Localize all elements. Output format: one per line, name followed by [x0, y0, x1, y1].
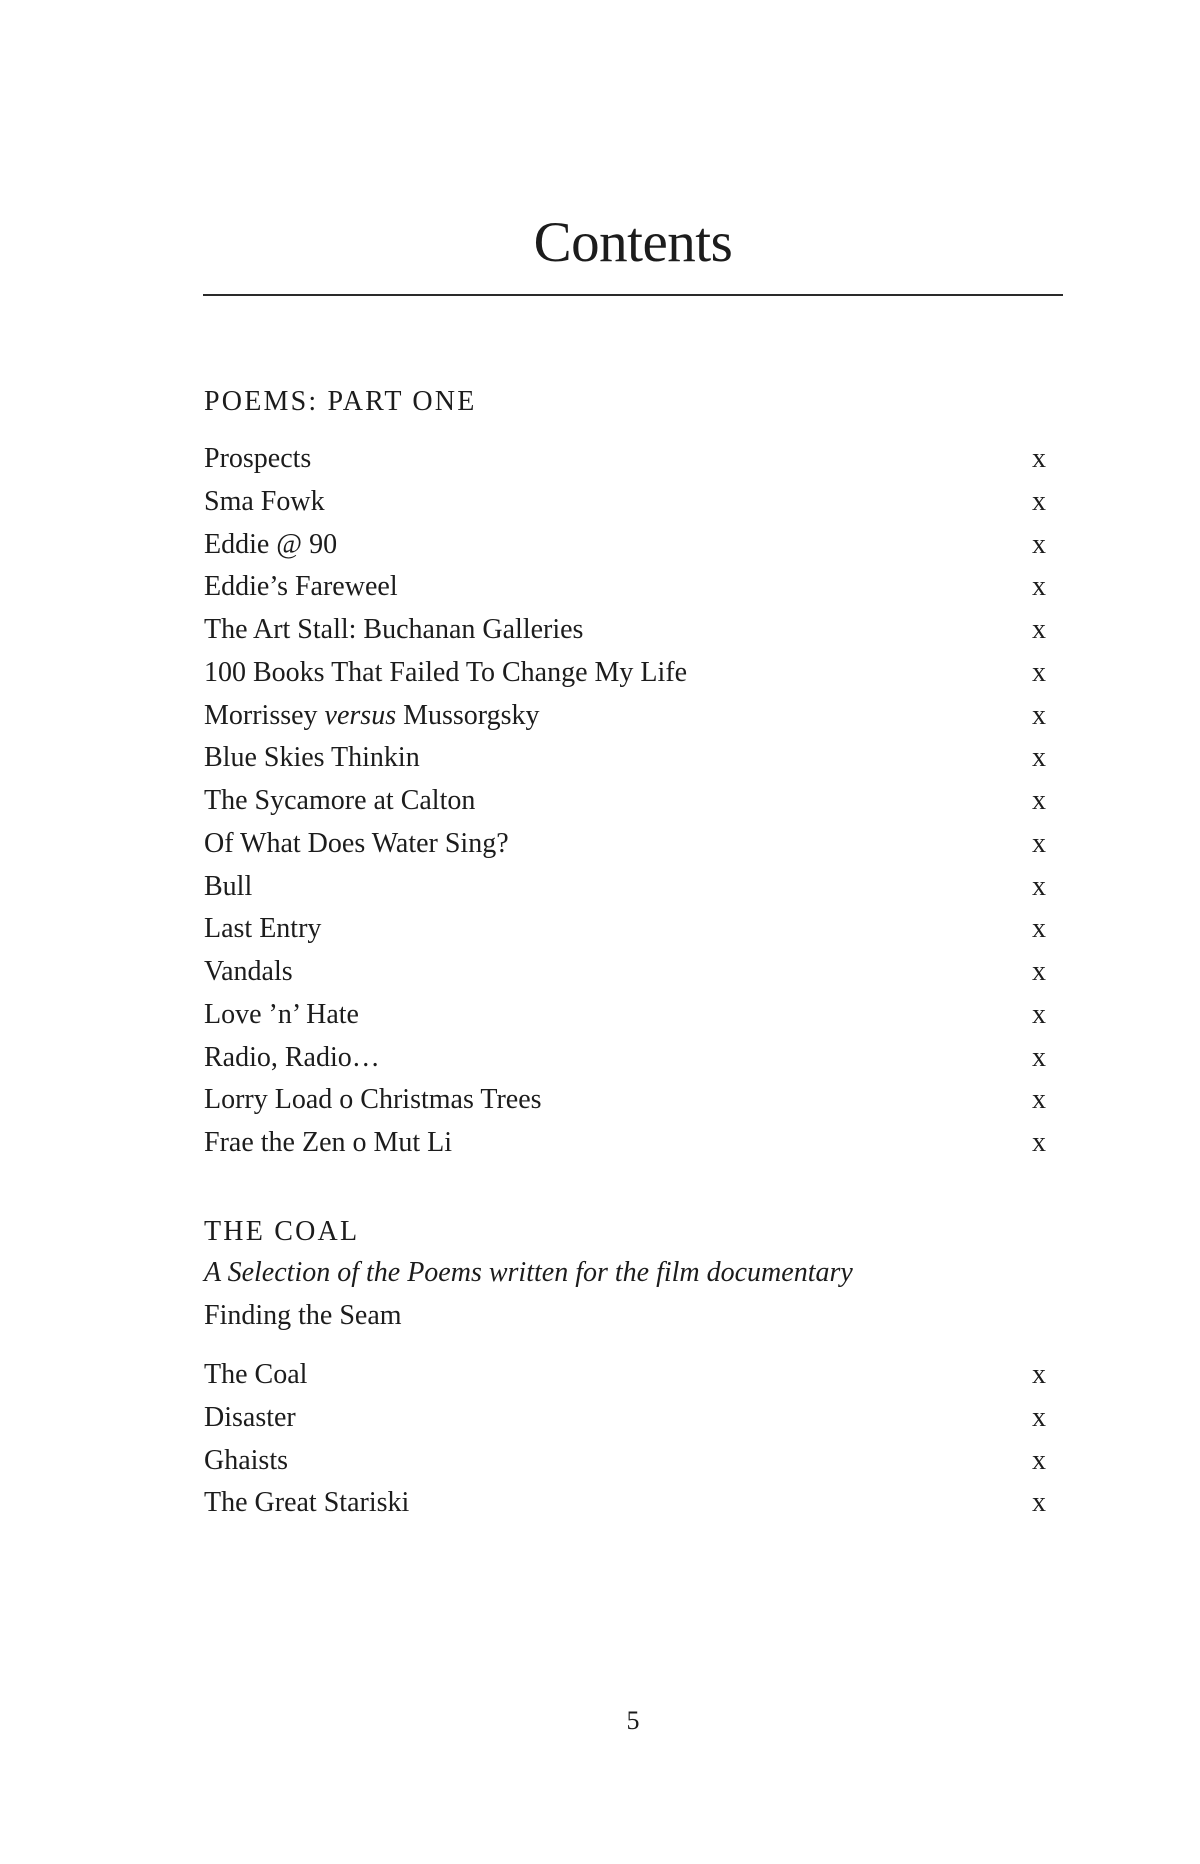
toc-entry-title: Of What Does Water Sing? [204, 827, 509, 859]
toc-entry-title: Eddie @ 90 [204, 528, 338, 560]
toc-entry[interactable] [204, 870, 1046, 904]
toc-entry-title-part: Morrissey [204, 699, 325, 731]
toc-entry-title: 100 Books That Failed To Change My Life [204, 656, 688, 688]
section-heading-poems-part-one: POEMS: PART ONE [204, 386, 477, 417]
toc-entry-page: x [1032, 699, 1046, 731]
toc-entry-title: Sma Fowk [204, 485, 325, 517]
toc-entry[interactable] [204, 699, 1046, 733]
toc-entry-page: x [1032, 656, 1046, 688]
toc-entry-page: x [1032, 614, 1046, 645]
toc-entry-page: x [1032, 785, 1046, 816]
toc-entry-title: Vandals [204, 956, 293, 987]
toc-entry-page: x [1032, 571, 1046, 603]
toc-entry-title: Last Entry [204, 913, 322, 945]
title-rule [203, 294, 1063, 296]
toc-entry[interactable] [204, 998, 1046, 1032]
toc-entry[interactable] [204, 1444, 1046, 1478]
toc-entry[interactable] [204, 827, 1046, 861]
page-number: 5 [626, 1706, 640, 1735]
toc-entry[interactable] [204, 442, 1046, 476]
toc-entry[interactable] [204, 1401, 1046, 1435]
toc-entry-title: Blue Skies Thinkin [204, 742, 420, 774]
section-subtitle: A Selection of the Poems written for the film documentary [204, 1257, 853, 1288]
toc-entry-title: Love ’n’ Hate [204, 998, 359, 1030]
toc-entry-page: x [1032, 956, 1046, 987]
toc-entry-title: Frae the Zen o Mut Li [204, 1127, 453, 1158]
toc-entry-title: Eddie’s Fareweel [204, 571, 398, 603]
toc-entry-page: x [1032, 1127, 1046, 1158]
toc-entry-title: Bull [204, 870, 253, 902]
toc-entry[interactable] [204, 656, 1046, 690]
toc-entry-page: x [1032, 1401, 1046, 1433]
toc-entry-page: x [1032, 485, 1046, 517]
toc-entry[interactable] [204, 1486, 1046, 1520]
toc-entry[interactable] [204, 1083, 1046, 1117]
toc-entry-page: x [1032, 1084, 1046, 1116]
toc-entry[interactable] [204, 528, 1046, 562]
toc-entry-title [204, 699, 540, 733]
section-heading-the-coal: THE COAL [204, 1216, 360, 1247]
toc-entry[interactable] [204, 570, 1046, 604]
toc-entry[interactable] [204, 1041, 1046, 1075]
page-title: Contents [533, 211, 733, 274]
toc-entry[interactable] [204, 912, 1046, 946]
film-title: Finding the Seam [204, 1300, 402, 1331]
toc-entry-page: x [1032, 742, 1046, 774]
toc-entry[interactable] [204, 1126, 1046, 1160]
toc-entry-page: x [1032, 1444, 1046, 1476]
toc-entry-title: The Great Stariski [204, 1487, 410, 1519]
toc-entry-page: x [1032, 1487, 1046, 1519]
toc-entry[interactable] [204, 613, 1046, 647]
toc-entry-page: x [1032, 1041, 1046, 1073]
toc-entry-title-part: Mussorgsky [396, 699, 540, 731]
toc-entry[interactable] [204, 1358, 1046, 1392]
toc-entry-page: x [1032, 870, 1046, 902]
toc-entry[interactable] [204, 955, 1046, 989]
toc-entry-title: Lorry Load o Christmas Trees [204, 1084, 542, 1116]
toc-entry-title: Ghaists [204, 1444, 288, 1476]
toc-entry-page: x [1032, 1359, 1046, 1390]
toc-entry-title-italic: versus [324, 699, 397, 731]
toc-entry-title: The Sycamore at Calton [204, 785, 476, 816]
toc-entry-page: x [1032, 528, 1046, 560]
toc-entry-page: x [1032, 913, 1046, 945]
toc-entry[interactable] [204, 485, 1046, 519]
toc-entry-title: Prospects [204, 443, 312, 474]
toc-entry-page: x [1032, 443, 1046, 474]
toc-entry[interactable] [204, 741, 1046, 775]
toc-entry-title: Radio, Radio… [204, 1041, 380, 1073]
toc-entry[interactable] [204, 784, 1046, 818]
toc-entry-page: x [1032, 827, 1046, 859]
toc-entry-title: Disaster [204, 1401, 296, 1433]
toc-entry-page: x [1032, 998, 1046, 1030]
toc-entry-title: The Coal [204, 1359, 308, 1390]
toc-entry-title: The Art Stall: Buchanan Galleries [204, 614, 584, 645]
